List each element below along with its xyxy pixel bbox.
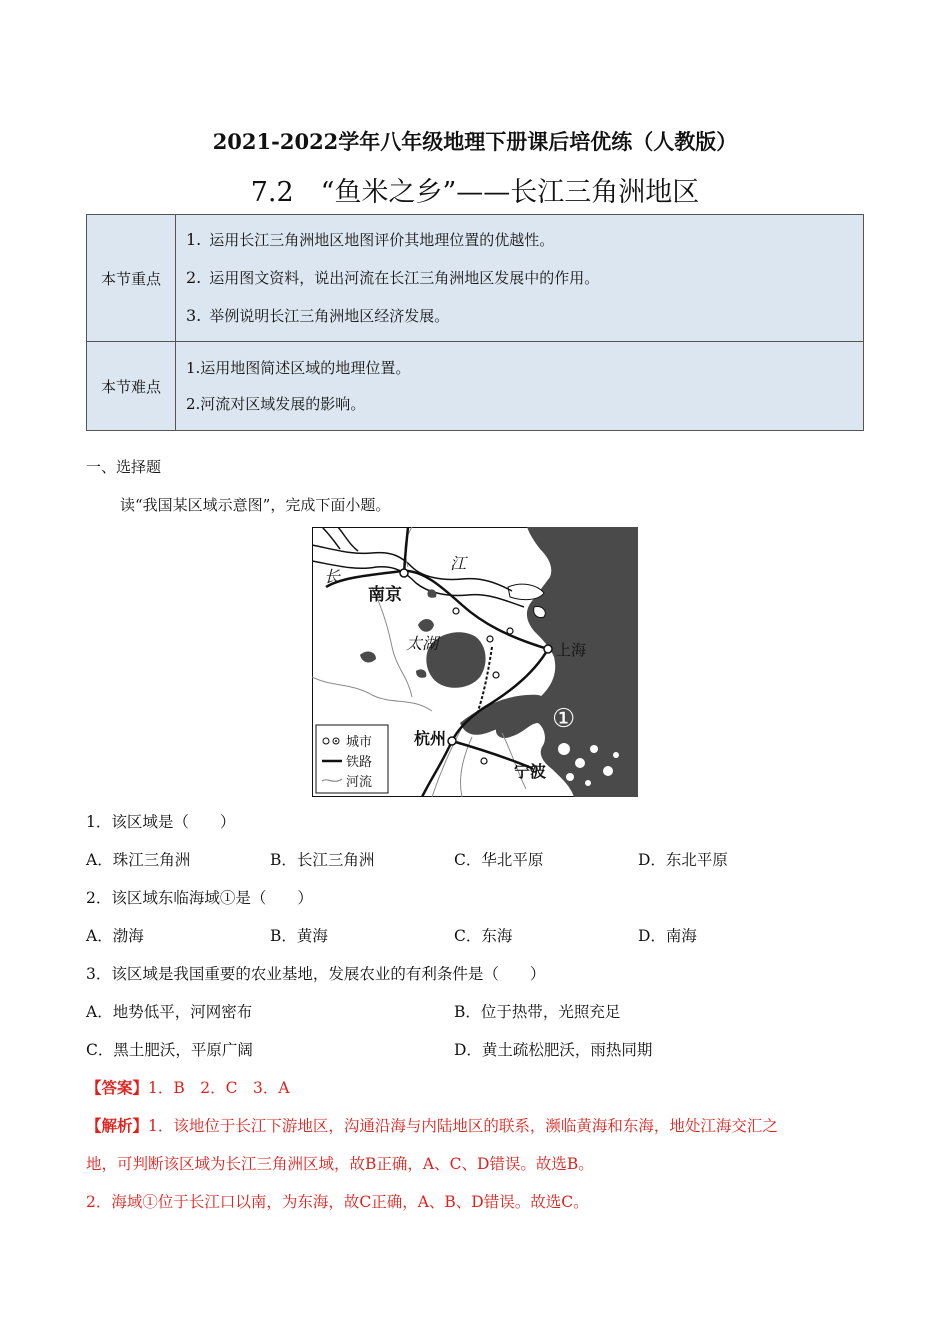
answer-label: 【答案】: [86, 1078, 149, 1097]
focus-table: [86, 214, 864, 431]
island: [603, 766, 613, 776]
key-point-item: 1. 运用长江三角洲地区地图评价其地理位置的优越性。: [186, 230, 555, 249]
map-label-sea-1: ①: [552, 704, 576, 734]
island: [566, 773, 574, 781]
question-3-option-a: A．地势低平，河网密布: [86, 1003, 253, 1021]
difficult-points-label: 本节难点: [87, 342, 176, 431]
legend-city-icon: [323, 738, 329, 744]
difficult-points-list: [176, 342, 864, 431]
question-2-stem: 2．该区域东临海域①是（ ）: [86, 889, 313, 907]
city-dot: [453, 608, 459, 614]
answer-line: [86, 1076, 290, 1098]
city-dot: [481, 758, 487, 764]
map-intro: 读“我国某区域示意图”，完成下面小题。: [120, 496, 391, 514]
question-1-option-b: B．长江三角洲: [270, 851, 375, 869]
question-3-option-c: C．黑土肥沃，平原广阔: [86, 1041, 253, 1059]
question-3-stem: 3．该区域是我国重要的农业基地，发展农业的有利条件是（ ）: [86, 965, 546, 983]
legend-river-label: 河流: [346, 775, 373, 790]
map-label-jiang: 江: [450, 556, 467, 573]
legend-city-label: 城市: [346, 735, 373, 750]
analysis-line-3: 2．海域①位于长江口以南，为东海，故C正确，A、B、D错误。故选C。: [86, 1193, 589, 1211]
analysis-line-2: 地，可判断该区域为长江三角洲区域，故B正确，A、C、D错误。故选B。: [86, 1155, 594, 1173]
lesson-title: 7.2 “鱼米之乡”——长江三角洲地区: [250, 177, 700, 208]
answer-text: 1．B 2．C 3．A: [148, 1079, 290, 1097]
key-point-item: 3. 举例说明长江三角洲地区经济发展。: [186, 306, 450, 325]
question-3-option-d: D．黄土疏松肥沃，雨热同期: [454, 1041, 653, 1059]
map-label-shanghai: 上海: [556, 642, 587, 659]
city-dot: [487, 636, 493, 642]
legend-railway-label: 铁路: [346, 755, 373, 770]
key-points-list: [176, 215, 864, 342]
question-2-option-d: D．南海: [638, 927, 697, 945]
question-2-option-c: C．东海: [454, 927, 513, 945]
difficult-point-item: 1.运用地图简述区域的地理位置。: [186, 359, 411, 377]
island: [558, 743, 570, 755]
section-heading: 一、选择题: [86, 458, 162, 476]
question-2-option-a: A．渤海: [86, 927, 144, 945]
question-2-option-b: B．黄海: [270, 927, 328, 945]
island: [575, 758, 585, 768]
city-dot: [493, 672, 499, 678]
map-label-ningbo: 宁波: [514, 764, 547, 781]
city-dot: [507, 628, 513, 634]
question-3-option-b: B．位于热带，光照充足: [454, 1003, 621, 1021]
analysis-line-1: 【解析】1．该地位于长江下游地区，沟通沿海与内陆地区的联系，濒临黄海和东海，地处江海交汇之: [86, 1116, 778, 1135]
difficult-point-item: 2.河流对区域发展的影响。: [186, 395, 366, 413]
region-map: [312, 527, 638, 797]
island: [613, 752, 619, 758]
document-title: 2021-2022学年八年级地理下册课后培优练（人教版）: [212, 129, 738, 154]
key-points-label: 本节重点: [87, 215, 176, 342]
city-dot-shanghai: [544, 645, 552, 653]
map-label-chang: 长: [324, 569, 341, 586]
map-label-nanjing: 南京: [368, 585, 402, 604]
question-1-stem: 1．该区域是（ ）: [86, 813, 236, 831]
island: [585, 780, 591, 786]
city-dot-hangzhou: [448, 737, 456, 745]
map-label-hangzhou: 杭州: [414, 731, 447, 748]
key-point-item: 2. 运用图文资料，说出河流在长江三角洲地区发展中的作用。: [186, 268, 600, 287]
island: [590, 745, 598, 753]
map-label-taihu: 太湖: [406, 636, 439, 653]
city-dot-nanjing: [400, 569, 408, 577]
question-1-option-c: C．华北平原: [454, 851, 544, 869]
question-1-option-d: D．东北平原: [638, 851, 728, 869]
analysis-label: 【解析】: [86, 1116, 149, 1135]
question-1-option-a: A．珠江三角洲: [86, 851, 191, 869]
